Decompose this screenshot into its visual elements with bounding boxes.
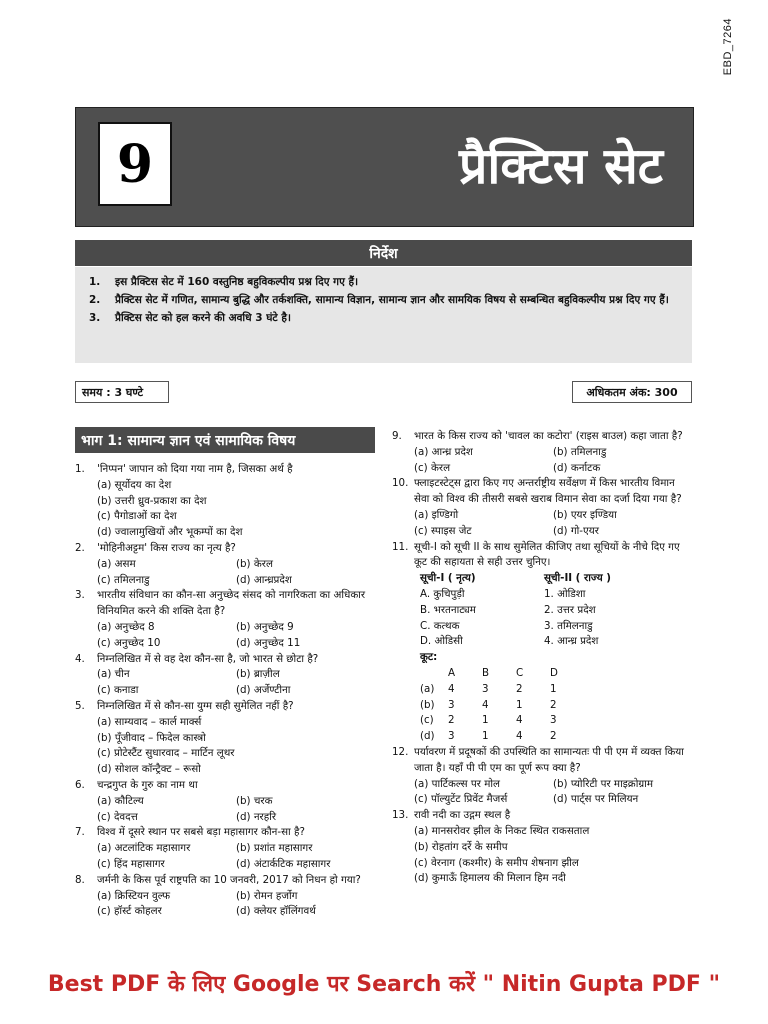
section-title: भाग 1: सामान्य ज्ञान एवं सामायिक विषय [75, 427, 375, 453]
direction-item: 3. प्रैक्टिस सेट को हल करने की अवधि 3 घंटे है। [89, 312, 291, 324]
question: 10. फ्लाइटस्टेट्स द्वारा किए गए अन्तर्राष्ट्रीय सर्वेक्षण में किस भारतीय विमान सेवा को विश्व की तीसरी सबसे खराब विमान सेवा का दर्जा दिया गया है? (a) इण्डिगो (b) एयर इण्डिया (c) स्पाइस जेट (d) गो-एयर [392, 477, 682, 537]
question: 9. भारत के किस राज्य को 'चावल का कटोरा' (राइस बाउल) कहा जाता है? (a) आन्ध्र प्रदेश (b) तमिलनाडु (c) केरल (d) कर्नाटक [392, 430, 683, 474]
question: 13. रावी नदी का उद्गम स्थल है (a) मानसरोवर झील के निकट स्थित राकसताल (b) रोहतांग दर्रे के समीप (c) वेरनाग (कश्मीर) के समीप शेषनाग झील (d) कुमाऊँ हिमालय की मिलान हिम नदी [392, 809, 590, 885]
directions-box [75, 267, 692, 363]
left-column [75, 462, 375, 920]
direction-item: 1. इस प्रैक्टिस सेट में 160 वस्तुनिष्ठ बहुविकल्पीय प्रश्न दिए गए हैं। [89, 276, 359, 288]
match-table: सूची-I ( नृत्य) सूची-II ( राज्य ) A. कुचिपुड़ी 1. ओडिशा B. भरतनाट्यम 2. उत्तर प्रदेश C. कत्थक 3. तमिलनाडु D. ओडिसी 4. आन्ध्र प्रदेश [420, 572, 612, 648]
question: 4. निम्नलिखित में से वह देश कौन-सा है, जो भारत से छोटा है? (a) चीन (b) ब्राज़ील (c) कनाडा (d) अर्जेण्टीना [75, 652, 319, 697]
time-box: समय : 3 घण्टे [75, 381, 169, 403]
question: 12. पर्यावरण में प्रदूषकों की उपस्थिति का सामान्यतः पी पी एम में व्यक्त किया जाता है। यहाँ पी पी एम का पूर्ण रूप क्या है? (a) पार्टिकल्स पर मोल (b) प्योरिटी पर माइक्रोग्राम (c) पॉल्युटेंट प्रिवेंट मैजर्स (d) पार्ट्स पर मिलियन [392, 745, 684, 806]
footer-promo: Best PDF के लिए Google पर Search करें " Nitin Gupta PDF " [47, 972, 721, 997]
direction-item: 2. प्रैक्टिस सेट में गणित, सामान्य बुद्धि और तर्कशक्ति, सामान्य विज्ञान, सामान्य ज्ञान और सामयिक विषय से सम्बन्धित बहुविकल्पीय प्रश्न दिए गए हैं। [89, 294, 669, 306]
set-title: प्रैक्टिस सेट [458, 137, 663, 195]
set-number: 9 [98, 122, 172, 206]
question: 7. विश्व में दूसरे स्थान पर सबसे बड़ा महासागर कौन-सा है? (a) अटलांटिक महासागर (b) प्रशांत महासागर (c) हिंद महासागर (d) अंटार्कटिक महासागर [75, 826, 331, 870]
question-match: 11. सूची-I को सूची II के साथ सुमेलित कीजिए तथा सूचियों के नीचे दिए गए कूट की सहायता से सही उत्तर चुनिए। सूची-I ( नृत्य) सूची-II ( राज्य ) A. कुचिपुड़ी 1. ओडिशा B. भरतनाट्यम 2. उत्तर प्रदेश C. कत्थक 3. तमिलनाडु D. ओडिसी 4. आन्ध्र प्रदेश कूट: A B C D (a) 4 3 2 1 (b) 3 4 1 2 (c) 2 1 4 3 (d) 3 1 4 2 [392, 540, 692, 745]
set-header [75, 107, 694, 227]
document-code: EBD_7264 [722, 18, 734, 76]
max-marks-box: अधिकतम अंक: 300 [572, 381, 692, 403]
question: 5. निम्नलिखित में से कौन-सा युग्म सही सुमेलित नहीं है? (a) साम्यवाद – कार्ल मार्क्स (b) पूँजीवाद – फिदेल कास्त्रो (c) प्रोटेस्टैंट सुधारवाद – मार्टिन लूथर (d) सोशल कॉन्ट्रैक्ट – रूसो [75, 699, 294, 776]
question: 8. जर्मनी के किस पूर्व राष्ट्रपति का 10 जनवरी, 2017 को निधन हो गया? (a) क्रिस्टियन वुल्फ (b) रोमन हर्जोग (c) हॉर्स्ट कोहलर (d) क्लेयर हॉलिंगवर्थ [75, 873, 361, 918]
question: 6. चन्द्रगुप्त के गुरु का नाम था (a) कौटिल्य (b) चरक (c) देवदत्त (d) नरहरि [75, 778, 277, 823]
question: 3. भारतीय संविधान का कौन-सा अनुच्छेद संसद को नागरिकता का अधिकार विनियमित करने की शक्ति देता है? (a) अनुच्छेद 8 (b) अनुच्छेद 9 (c) अनुच्छेद 10 (d) अनुच्छेद 11 [75, 589, 366, 649]
right-column [392, 429, 692, 887]
directions-heading: निर्देश [75, 240, 692, 266]
question: 2. 'मोहिनीअट्टम' किस राज्य का नृत्य है? (a) असम (b) केरल (c) तमिलनाडु (d) आन्ध्रप्रदेश [75, 541, 292, 586]
code-table: A B C D (a) 4 3 2 1 (b) 3 4 1 2 (c) 2 1 4 3 (d) 3 1 4 2 [420, 666, 558, 743]
question: 1. 'निप्पन' जापान को दिया गया नाम है, जिसका अर्थ है (a) सूर्योदय का देश (b) उत्तरी ध्रुव-प्रकाश का देश (c) पैगोडाओं का देश (d) ज्वालामुखियों और भूकम्पों का देश [75, 463, 293, 539]
